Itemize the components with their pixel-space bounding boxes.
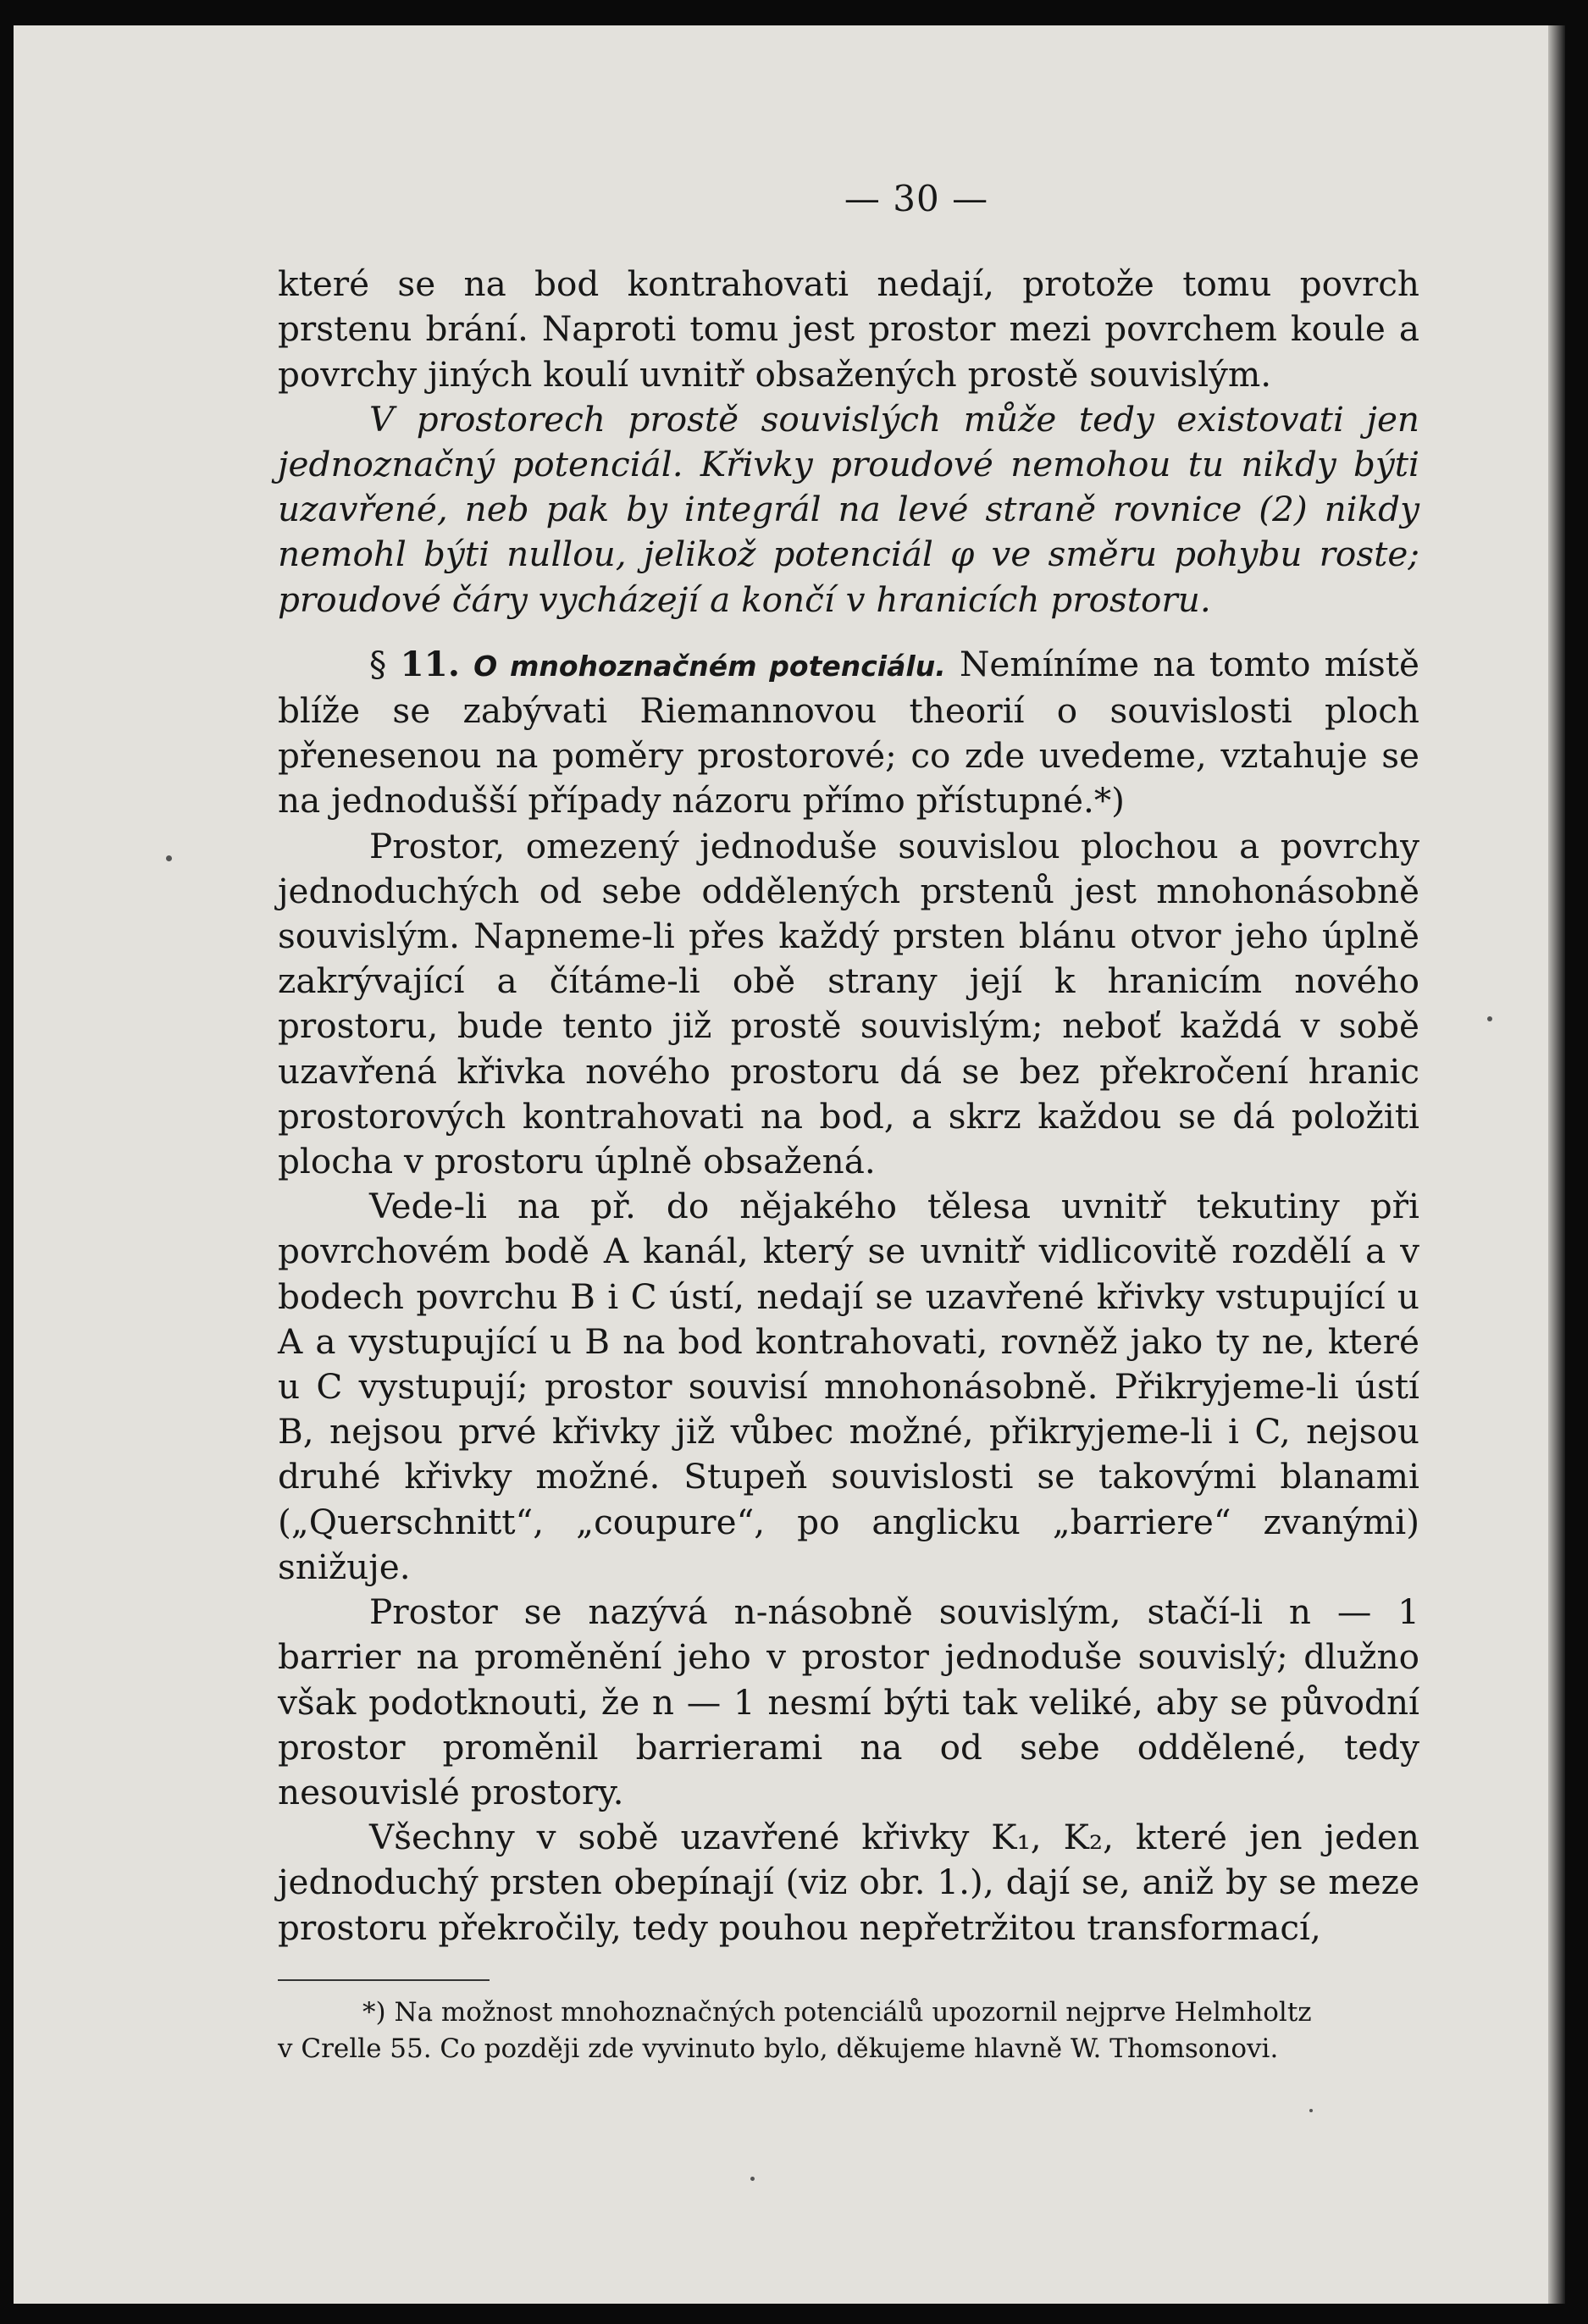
scan-speck — [1309, 2109, 1313, 2112]
section-11-paragraph — [278, 642, 1419, 824]
section-mark: § — [369, 643, 387, 684]
scan-speck — [750, 2177, 755, 2181]
scan-speck — [1487, 1016, 1492, 1021]
paragraph-prostor-omezeny: Prostor, omezený jednoduše souvislou plochou a povrchy jednoduchých od sebe oddělených prstenů jest mnohonásobně souvislým. Napneme-li přes každý prsten blánu otvor jeho úplně zakrývající a čítáme-li obě strany její k hranicím nového prostoru, bude tento již prostě souvislým; neboť každá v sobě uzavřená křivka nového prostoru dá se bez překročení hranic prostorových kontrahovati na bod, a skrz každou se dá položiti plocha v prostoru úplně obsažená. — [278, 825, 1419, 1182]
section-title: O mnohoznačném potenciálu. — [473, 649, 946, 683]
scan-speck — [166, 855, 172, 861]
page-binding-edge — [1548, 25, 1565, 2304]
footnote-line-2: v Crelle 55. Co později zde vyvinuto bylo, děkujeme hlavně W. Thomsonovi. — [278, 2033, 1279, 2064]
footnote-divider — [278, 1979, 490, 1981]
paragraph-vede-li: Vede-li na př. do nějakého tělesa uvnitř tekutiny při povrchovém bodě A kanál, který se uvnitř vidlicovitě rozdělí a v bodech povrchu B i C ústí, nedají se uzavřené křivky vstupující u A a vystupující u B na bod kontrahovati, rovněž jako ty ne, které u C vystupují; prostor souvisí mnohonásobně. Přikryjeme-li ústí B, nejsou prvé křivky již vůbec možné, přikryjeme-li i C, nejsou druhé křivky možné. Stupeň souvislosti se takovými blanami („Querschnitt“, „coupure“, po anglicku „barriere“ zvanými) snižuje. — [278, 1186, 1419, 1587]
page-number: — 30 — — [844, 178, 989, 219]
section-number: 11. — [400, 643, 460, 684]
footnote-line-1: *) Na možnost mnohoznačných potenciálů upozornil nejprve Helmholtz — [362, 1996, 1312, 2028]
section-text: Nemíníme na tomto místě blíže se zabývati Riemannovou theorií o souvislosti ploch přenesenou na poměry prostorové; co zde uvedeme, vztahuje se na jednodušší případy názoru přímo přístupné.*) — [278, 643, 1420, 822]
paragraph-n-nasobne: Prostor se nazývá n-násobně souvislým, stačí-li n — 1 barrier na proměnění jeho v prostor jednoduše souvislý; dlužno však podotknouti, že n — 1 nesmí býti tak veliké, aby se původní prostor proměnil barrierami na od sebe oddělené, tedy nesouvislé prostory. — [278, 1591, 1419, 1812]
scanned-page — [14, 25, 1565, 2304]
paragraph-vsechny-krivky: Všechny v sobě uzavřené křivky K₁, K₂, které jen jeden jednoduchý prsten obepínají (viz obr. 1.), dají se, aniž by se meze prostoru překročily, tedy pouhou nepřetržitou transformací, — [278, 1817, 1419, 1948]
footnote — [278, 1995, 1419, 2067]
paragraph-1: které se na bod kontrahovati nedají, protože tomu povrch prstenu brání. Naproti tomu jest prostor mezi povrchem koule a povrchy jiných koulí uvnitř obsažených prostě souvislým. — [278, 263, 1419, 395]
paragraph-2: V prostorech prostě souvislých může tedy existovati jen jednoznačný potenciál. Křivky proudové nemohou tu nikdy býti uzavřené, neb pak by integrál na levé straně rovnice (2) nikdy nemohl býti nullou, jelikož potenciál φ ve směru pohybu roste; proudové čáry vycházejí a končí v hranicích prostoru. — [278, 398, 1419, 620]
page-text — [278, 176, 1419, 2067]
